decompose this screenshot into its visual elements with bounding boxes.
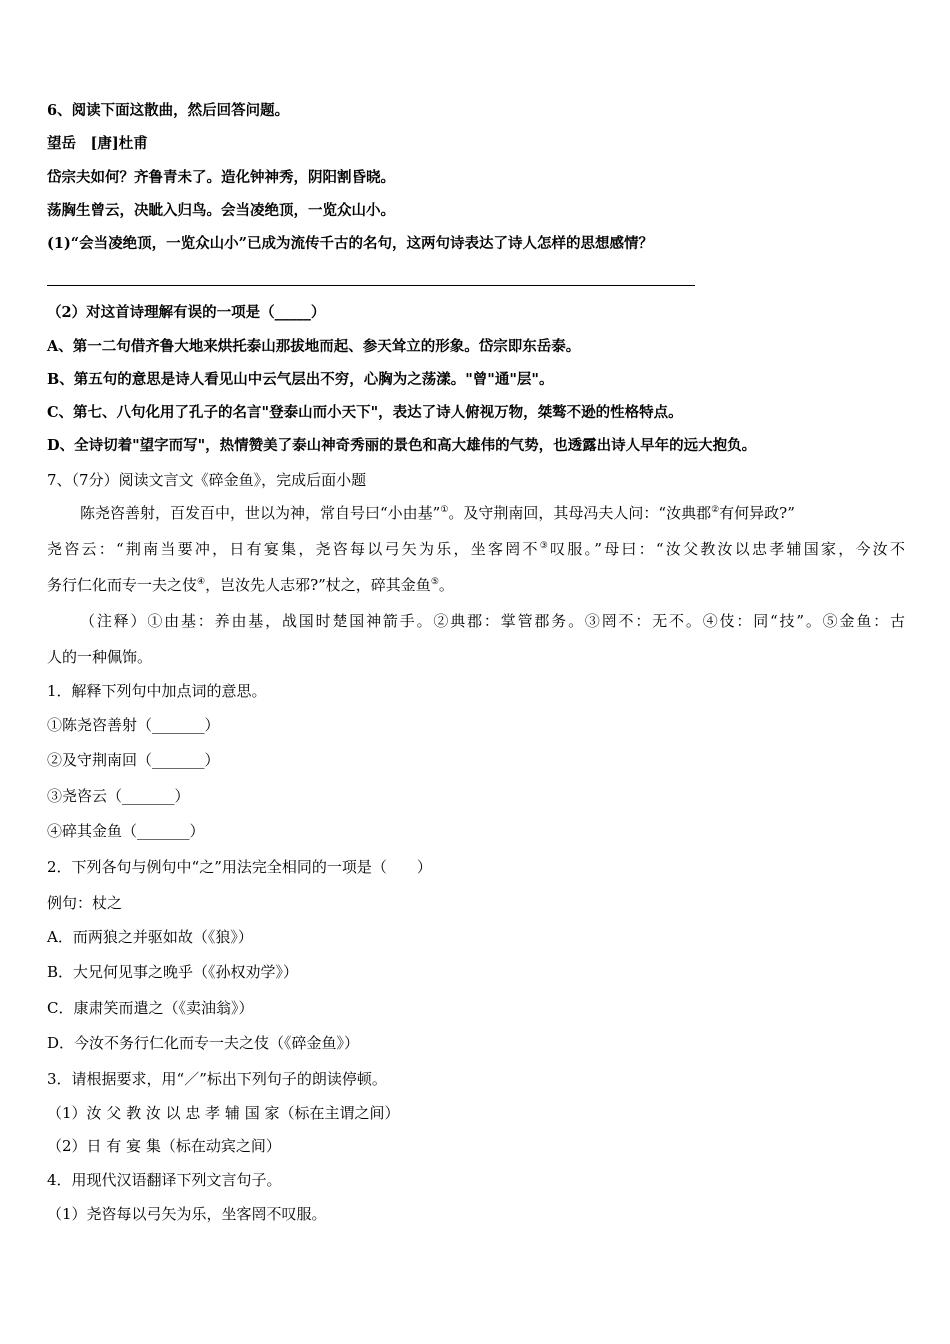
passage-line-3 [47,578,454,593]
subq2-title: 2．下列各句与例句中“之”用法完全相同的一项是（ ） [47,858,432,876]
poem-line-1: 岱宗夫如何？齐鲁青未了。造化钟神秀，阴阳割昏晓。 [47,169,395,186]
q6-option-d: D、全诗切着"望字而写"，热情赞美了泰山神奇秀丽的景色和高大雄伟的气势，也透露出诗人早年的远大抱负。 [47,437,757,454]
poem-heading: 望岳 [唐]杜甫 [47,135,148,152]
passage-line-2 [47,542,905,557]
passage-text: ，岂汝先人志邪?”杖之，碎其金鱼 [205,576,431,594]
subq2-option-b: B．大兄何见事之晚乎（《孙权劝学》） [47,963,299,981]
footnote-marker: ② [711,505,720,515]
passage-text: 。 [438,576,454,594]
annotation-line-1: （注释）①由基：养由基，战国时楚国神箭手。②典郡：掌管郡务。③罔不：无不。④伎：同“技”。⑤金鱼：古 [80,612,905,630]
subq1-item-3: ③尧咨云（_______） [47,787,190,805]
q6-option-c: C、第七、八句化用了孔子的名言"登泰山而小天下"，表达了诗人俯视万物，桀骜不逊的性格特点。 [47,404,683,421]
passage-text: 务行仁化而专一夫之伎 [47,576,198,594]
subq2-option-a: A．而两狼之并驱如故（《狼》） [47,928,253,946]
subq4-item-1: （1）尧咨每以弓矢为乐，坐客罔不叹服。 [47,1205,327,1223]
subq2-option-c: C．康肃笑而遣之（《卖油翁》） [47,999,254,1017]
subq3-item-2: （2）日 有 宴 集（标在动宾之间） [47,1137,281,1155]
passage-text: 。及守荆南回，其母冯夫人问：“汝典郡 [448,504,712,522]
answer-line [47,285,695,286]
footnote-marker: ⑤ [430,577,439,587]
subq3-title: 3．请根据要求，用“／”标出下列句子的朗读停顿。 [47,1070,387,1088]
subq1-title: 1．解释下列句中加点词的意思。 [47,682,267,700]
annotation-line-2: 人的一种佩饰。 [47,648,153,666]
subq1-item-4: ④碎其金鱼（_______） [47,822,205,840]
passage-text: 有何异政?” [719,504,795,522]
passage-text: 叹服。”母曰：“汝父教汝以忠孝辅国家，今汝不 [550,540,905,558]
subq3-item-1: （1）汝 父 教 汝 以 忠 孝 辅 国 家（标在主谓之间） [47,1104,400,1122]
q6-subquestion-2: （2）对这首诗理解有误的一项是（_____） [47,304,326,321]
q6-option-a: A、第一二句借齐鲁大地来烘托泰山那拔地而起、参天耸立的形象。岱宗即东岳泰。 [47,338,581,355]
footnote-marker: ③ [539,541,551,551]
passage-line-1 [80,506,795,521]
subq1-item-1: ①陈尧咨善射（_______） [47,716,220,734]
passage-text: 陈尧咨善射，百发百中，世以为神，常自号曰“小由基” [80,504,441,522]
subq1-item-2: ②及守荆南回（_______） [47,751,220,769]
q6-title: 6、阅读下面这散曲，然后回答问题。 [47,102,290,119]
subq2-option-d: D．今汝不务行仁化而专一夫之伎（《碎金鱼》） [47,1034,360,1052]
q6-option-b: B、第五句的意思是诗人看见山中云气层出不穷，心胸为之荡漾。"曾"通"层"。 [47,371,554,388]
footnote-marker: ④ [197,577,206,587]
passage-text: 尧咨云：“荆南当要冲，日有宴集，尧咨每以弓矢为乐，坐客罔不 [47,540,540,558]
q6-subquestion-1: (1)“会当凌绝顶，一览众山小”已成为流传千古的名句，这两句诗表达了诗人怎样的思想感情？ [47,235,653,252]
footnote-marker: ① [440,505,449,515]
subq4-title: 4．用现代汉语翻译下列文言句子。 [47,1171,282,1189]
subq2-example: 例句：杖之 [47,894,123,912]
poem-line-2: 荡胸生曾云，决眦入归鸟。会当凌绝顶，一览众山小。 [47,202,395,219]
q7-title: 7、（7分）阅读文言文《碎金鱼》，完成后面小题 [47,471,367,489]
